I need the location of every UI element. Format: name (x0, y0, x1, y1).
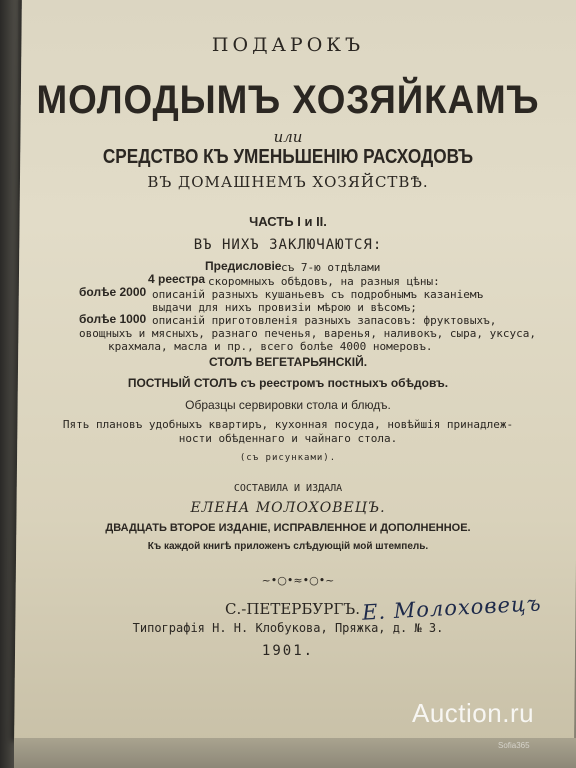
serving-samples: Образцы сервировки стола и блюдъ. (185, 398, 391, 412)
main-title: МОЛОДЫМЪ ХОЗЯЙКАМЪ (36, 78, 540, 122)
plans-line-2: ности обѣденнаго и чайнаго стола. (178, 432, 398, 445)
subtitle-1: СРЕДСТВО КЪ УМЕНЬШЕНІЮ РАСХОДОВЪ (102, 146, 474, 168)
vegetarian-table: СТОЛЪ ВЕГЕТАРЬЯНСКІЙ. (208, 355, 368, 369)
author-name: ЕЛЕНА МОЛОХОВЕЦЪ. (190, 500, 386, 516)
registers-label: 4 реестра (148, 272, 206, 286)
preface-text: съ 7-ю отдѣлами (281, 261, 381, 274)
illustrations-note: (съ рисунками). (239, 453, 337, 463)
pre-title: ПОДАРОКЪ (211, 34, 365, 56)
preface-label: Предисловіе (205, 259, 282, 273)
more1000-text-3: крахмала, масла и пр., всего болѣе 4000 номеровъ. (108, 340, 433, 353)
printer: Типографія Н. Н. Клобукова, Пряжка, д. № 3. (132, 621, 444, 635)
more1000-label: болѣе 1000 (79, 312, 147, 326)
more1000-text-2: овощныхъ и мясныхъ, разнаго печенья, варенья, наливокъ, сыра, уксуса, (79, 327, 536, 340)
parts-label: ЧАСТЬ I и II. (249, 214, 327, 229)
ornament-divider: ~•○•≈•○•~ (261, 574, 335, 587)
page-bottom-edge (14, 738, 576, 768)
registers-text: скоромныхъ обѣдовъ, на разныя цѣны: (208, 275, 440, 288)
more2000-text-2: выдачи для нихъ провизіи мѣрою и вѣсомъ; (152, 301, 417, 314)
plans-line-1: Пять плановъ удобныхъ квартиръ, кухонная посуда, новѣйшія принадлеж- (62, 418, 514, 431)
contents-heading: ВЪ НИХЪ ЗАКЛЮЧАЮТСЯ: (193, 237, 383, 253)
more2000-label: болѣе 2000 (79, 285, 147, 299)
conjunction: или (273, 128, 303, 146)
more1000-text-1: описаній приготовленія разныхъ запасовъ: фруктовыхъ, (152, 314, 497, 327)
watermark-user: Sofia365 (498, 741, 530, 750)
subtitle-2: ВЪ ДОМАШНЕМЪ ХОЗЯЙСТВѢ. (147, 173, 429, 191)
lenten-table: ПОСТНЫЙ СТОЛЪ съ реестромъ постныхъ обѣдовъ. (127, 376, 449, 390)
city: С.-ПЕТЕРБУРГЪ. (225, 600, 360, 618)
author-signature-stamp: Е. Молоховецъ (361, 591, 543, 625)
compiled-by: СОСТАВИЛА И ИЗДАЛА (233, 483, 343, 494)
year: 1901. (261, 643, 315, 659)
more2000-text-1: описаній разныхъ кушаньевъ съ подробнымъ казаніемъ (152, 288, 484, 301)
edition-note: ДВАДЦАТЬ ВТОРОЕ ИЗДАНІЕ, ИСПРАВЛЕННОЕ И ДОПОЛНЕННОЕ. (105, 522, 471, 534)
stamp-note: Къ каждой книгѣ приложенъ слѣдующій мой штемпель. (147, 541, 429, 552)
watermark-site: Auction.ru (412, 698, 535, 728)
